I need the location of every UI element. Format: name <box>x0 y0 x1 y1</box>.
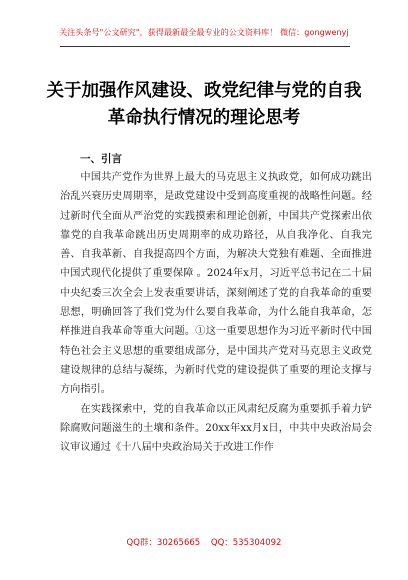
section-heading: 一、引言 <box>80 153 122 165</box>
footer-qq: QQ：535304092 <box>210 538 282 548</box>
header-divider <box>60 46 350 47</box>
header-note: 关注头条号"公文研究"，获得最新最全最专业的公文资料库！ 微信：gongwenyj <box>59 28 349 37</box>
document-body <box>60 168 372 457</box>
footer-contact <box>0 536 408 548</box>
paragraph: 在实践探索中，党的自我革命以正风肃纪反腐为重要抓手着力铲除腐败问题滋生的土壤和条件。20xx年xx月x日，中共中央政治局会议审议通过《十八届中央政治局关于改进工作作 <box>60 403 372 454</box>
footer-qq-group: QQ群：30265665 <box>126 538 201 548</box>
document-title: 关于加强作风建设、政党纪律与党的自我革命执行情况的理论思考 <box>46 81 362 128</box>
paragraph: 中国共产党作为世界上最大的马克思主义执政党，如何成功跳出治乱兴衰历史周期率，是政党建设中受到高度重视的战略性问题。经过新时代全面从严治党的实践摸索和理论创新，中国共产党探索出依靠党的自我革命跳出历史周期率的成功路径，从自我净化、自我完善、自我革新、自我提高四个方面，为解决大党独有难题、全面推进中国式现代化提供了重要保障 。2024年x月，习近平总书记在二十届中央纪委三次全会上发表重要讲话，深刻阐述了党的自我革命的重要思想，明确回答了我们党为什么要自我革命，为什么能自我革命，怎样推进自我革命等重大问题。①这一重要思想作为习近平新时代中国特色社会主义思想的重要组成部分，是中国共产党对马克思主义政党建设规律的总结与凝练，为新时代党的建设提供了重要的理论支撑与方向指引。 <box>60 172 372 396</box>
